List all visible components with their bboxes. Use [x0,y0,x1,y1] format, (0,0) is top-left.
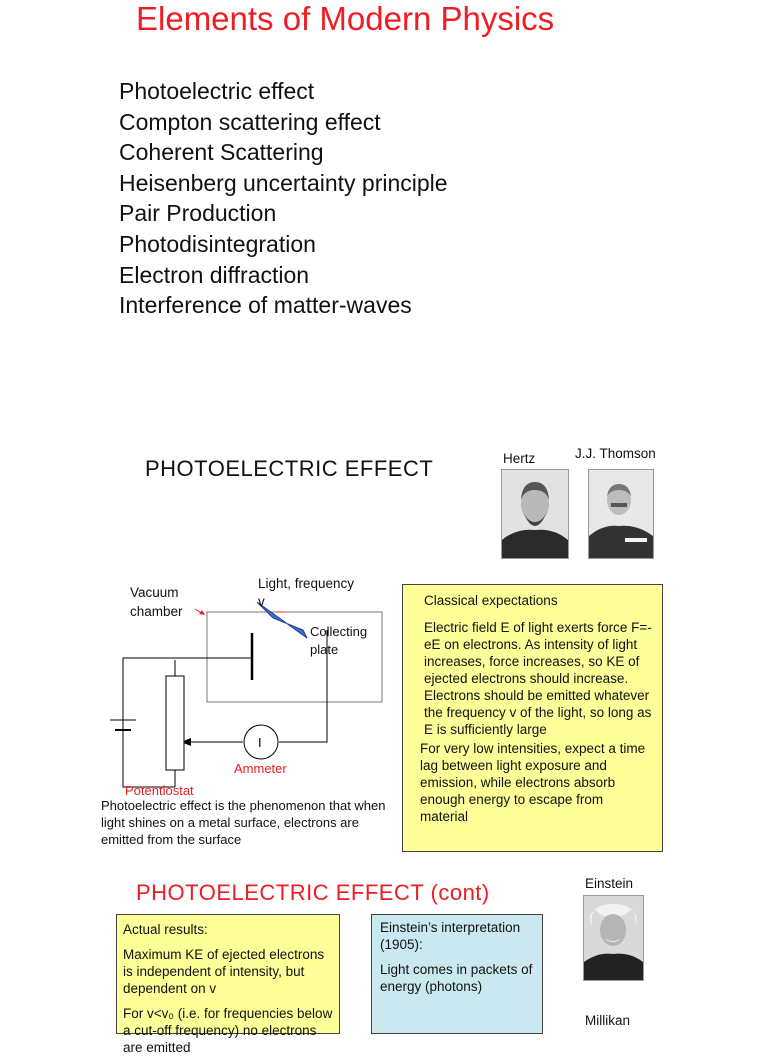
einstein-box-title: Einstein’s interpretation (1905): [380,920,521,952]
actual-box-para: For v<v₀ (i.e. for frequencies below a cut-off frequency) no electrons are emitted [123,1006,333,1055]
actual-results-box [116,914,340,1055]
vacuum-chamber-label-2: chamber [130,604,183,619]
page-title: Elements of Modern Physics [136,0,555,37]
portrait-caption-thomson: J.J. Thomson [575,446,656,461]
portrait-caption-millikan: Millikan [585,1013,631,1028]
portrait-caption-einstein: Einstein [585,876,634,891]
topic-item: Compton scattering effect [119,108,381,135]
topic-item: Photoelectric effect [119,78,315,104]
classical-box-para: Electrons should be emitted whatever the frequency v of the light, so long as E is sufficiently large [424,688,652,737]
actual-box-para: Maximum KE of ejected electrons is independent of intensity, but dependent on v [123,947,325,996]
einstein-interpretation-box [371,914,543,1034]
portrait-einstein [583,895,644,981]
circuit-wire-left [123,658,252,787]
actual-box-title: Actual results: [123,922,208,937]
potentiostat-label: Potentiostat [125,783,194,798]
ammeter-symbol: I [258,735,262,750]
section-heading-photoelectric: PHOTOELECTRIC EFFECT [145,456,434,481]
classical-box-title: Classical expectations [424,593,558,608]
topic-item: Interference of matter-waves [119,292,412,319]
topic-list [119,76,448,321]
photoelectric-definition: Photoelectric effect is the phenomenon that when light shines on a metal surface, electrons are emitted from the surface [101,798,386,847]
light-frequency-symbol: v [258,594,265,609]
topic-item: Pair Production [119,200,277,227]
topic-item: Heisenberg uncertainty principle [119,169,448,196]
ammeter-label: Ammeter [234,761,287,776]
topic-item: Electron diffraction [119,261,310,288]
collecting-plate-label: Collecting [310,624,368,639]
portrait-thomson [588,469,654,559]
vacuum-chamber-label: Vacuum [130,585,179,600]
topic-item: Photodisintegration [119,230,316,257]
classical-box-para: Electric field E of light exerts force F=-eE on electrons. As intensity of light increases, force increases, so KE of ejected electrons should increase. [424,620,652,686]
einstein-box-para: Light comes in packets of energy (photons) [380,962,533,994]
potentiostat-resistor [166,676,184,770]
classical-box-para: For very low intensities, expect a time lag between light exposure and emission, while electrons absorb enough energy to escape from material [420,741,646,824]
portrait-hertz [501,469,569,559]
topic-item: Coherent Scattering [119,139,324,166]
portrait-caption-hertz: Hertz [503,451,536,466]
light-frequency-label: Light, frequency [258,576,355,591]
section-heading-photoelectric-cont: PHOTOELECTRIC EFFECT (cont) [136,880,490,905]
collecting-plate-label-2: plate [310,642,339,657]
classical-expectations-box [402,584,663,852]
